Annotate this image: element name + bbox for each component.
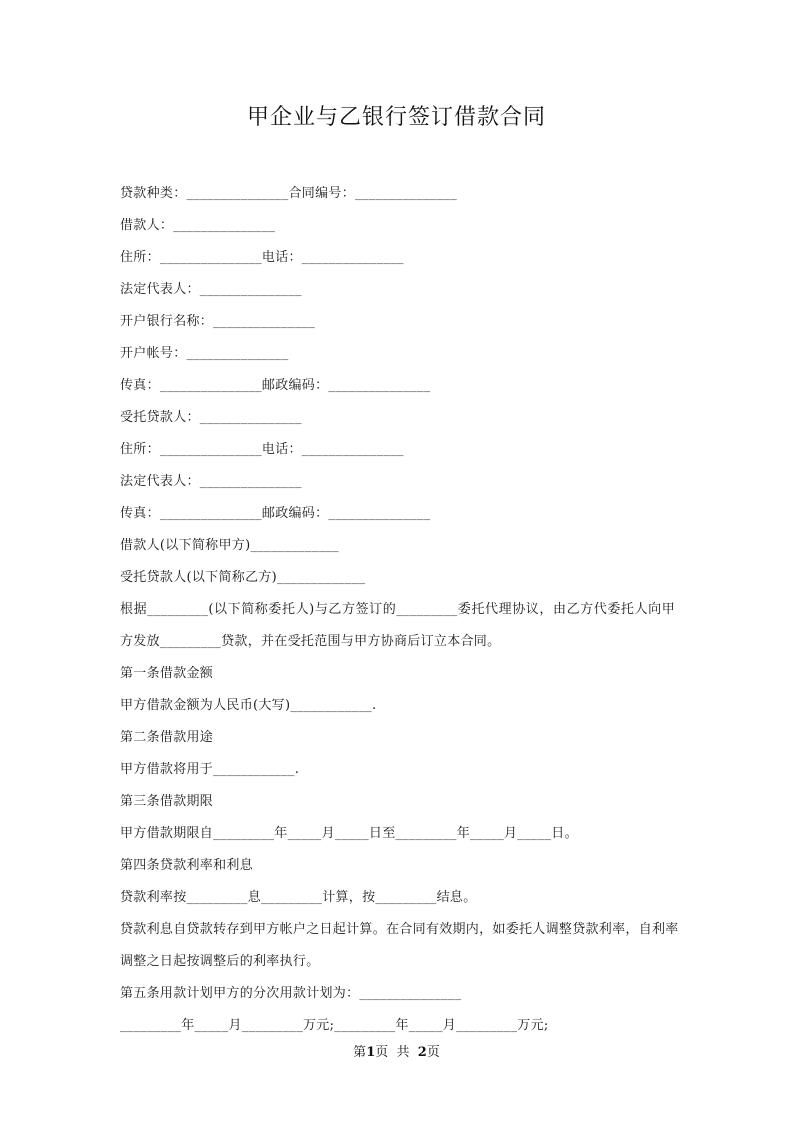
article-2-heading: 第二条借款用途	[120, 730, 214, 745]
line-borrower-fax: 传真：_______________邮政编码：_______________	[120, 378, 431, 393]
line-party-a: 借款人(以下简称甲方)_____________	[120, 538, 339, 553]
article-5-heading: 第五条用款计划甲方的分次用款计划为：_______________	[120, 986, 462, 1001]
paragraph-preamble-line-2: 方发放_________贷款，并在受托范围与甲方协商后订立本合同。	[120, 634, 501, 649]
paragraph-preamble-line-1: 根据_________(以下简称委托人)与乙方签订的_________委托代理协议，由乙方代委托人向甲	[120, 602, 675, 617]
article-4-interest-line-1: 贷款利息自贷款转存到甲方帐户之日起计算。在合同有效期内，如委托人调整贷款利率，自利率	[120, 922, 679, 937]
line-borrower-address: 住所：_______________电话：_______________	[120, 250, 404, 265]
line-loan-type: 贷款种类：_______________合同编号：_______________	[120, 186, 457, 201]
line-bank-name: 开户银行名称：_______________	[120, 314, 316, 329]
footer-suffix: 页	[426, 1045, 440, 1060]
article-1-heading: 第一条借款金额	[120, 666, 214, 681]
article-3-text: 甲方借款期限自_________年_____月_____日至_________年_____月_____日。	[120, 826, 578, 841]
article-3-heading: 第三条借款期限	[120, 794, 214, 809]
line-borrower-representative: 法定代表人：_______________	[120, 282, 302, 297]
article-5-schedule: _________年_____月_________万元;_________年_____月_________万元;	[120, 1018, 549, 1033]
article-2-text: 甲方借款将用于____________.	[120, 762, 300, 777]
article-4-interest-line-2: 调整之日起按调整后的利率执行。	[120, 954, 320, 969]
line-account-number: 开户帐号：_______________	[120, 346, 289, 361]
line-borrower: 借款人：_______________	[120, 218, 276, 233]
line-lender-representative: 法定代表人：_______________	[120, 474, 302, 489]
article-4-heading: 第四条贷款利率和利息	[120, 858, 254, 873]
footer-prefix: 第	[353, 1045, 367, 1060]
page-footer	[0, 1041, 793, 1060]
contract-body	[120, 181, 679, 1045]
line-lender: 受托贷款人：_______________	[120, 410, 302, 425]
line-party-b: 受托贷款人(以下简称乙方)_____________	[120, 570, 366, 585]
footer-total-pages: 2	[417, 1045, 427, 1060]
line-lender-address: 住所：_______________电话：_______________	[120, 442, 404, 457]
footer-page-number: 1	[366, 1045, 376, 1060]
article-4-text: 贷款利率按_________息_________计算，按_________结息。	[120, 890, 477, 905]
line-lender-fax: 传真：_______________邮政编码：_______________	[120, 506, 431, 521]
page-title: 甲企业与乙银行签订借款合同	[246, 105, 546, 130]
article-1-text: 甲方借款金额为人民币(大写)____________.	[120, 698, 377, 713]
footer-middle: 页 共	[375, 1045, 418, 1060]
